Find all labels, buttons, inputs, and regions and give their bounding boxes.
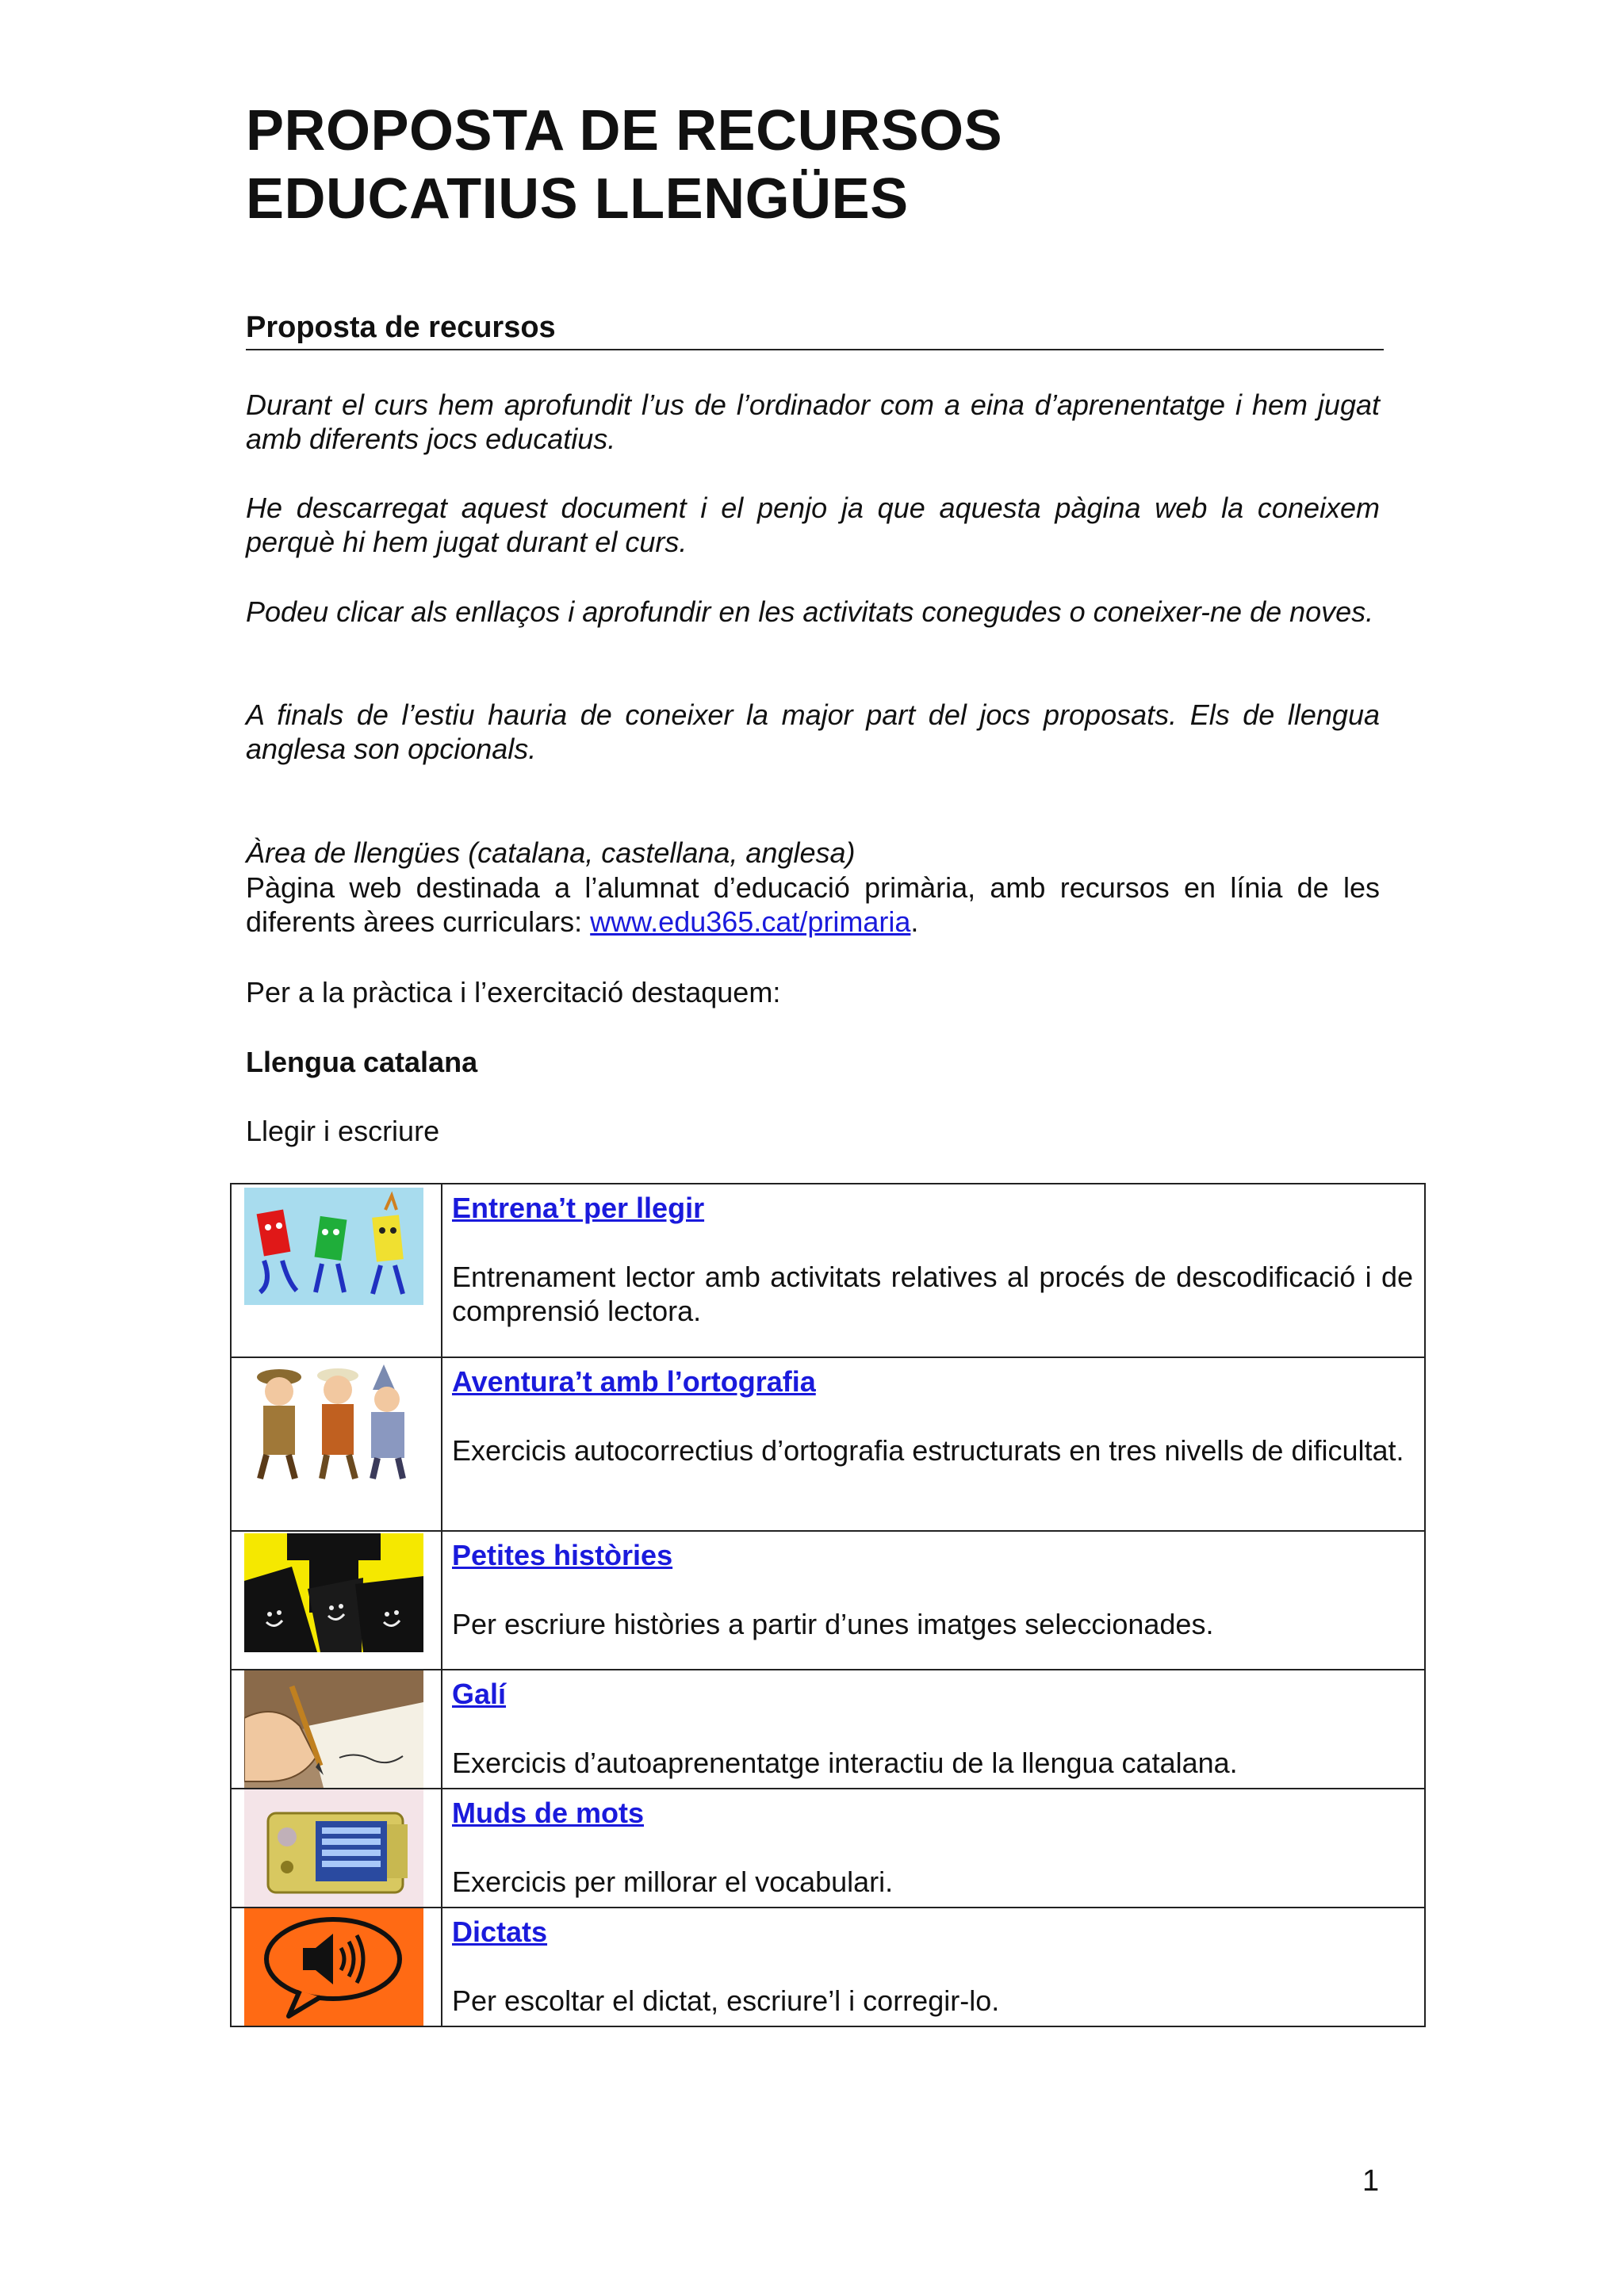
title-line-2: EDUCATIUS LLENGÜES bbox=[246, 167, 909, 231]
resource-link-petites-histories[interactable]: Petites històries bbox=[452, 1539, 673, 1571]
area-description-end: . bbox=[910, 905, 919, 938]
title-line-1: PROPOSTA DE RECURSOS bbox=[246, 99, 1003, 163]
reading-characters-icon bbox=[244, 1188, 423, 1305]
resource-link-entrenat-per-llegir[interactable]: Entrena’t per llegir bbox=[452, 1192, 705, 1224]
resource-description: Exercicis autocorrectius d’ortografia estructurats en tres nivells de dificultat. bbox=[452, 1434, 1404, 1467]
intro-paragraph-4: A finals de l’estiu hauria de coneixer la major part del jocs proposats. Els de llengua anglesa son opcionals. bbox=[246, 698, 1380, 765]
table-row bbox=[231, 1670, 1425, 1789]
resource-image-cell bbox=[231, 1789, 442, 1908]
resource-link-gali[interactable]: Galí bbox=[452, 1678, 507, 1710]
vocabulary-machine-icon bbox=[244, 1789, 423, 1907]
writing-hand-icon bbox=[244, 1670, 423, 1788]
resource-description: Exercicis d’autoaprenentatge interactiu de la llengua catalana. bbox=[452, 1747, 1238, 1779]
subsection-heading: Llegir i escriure bbox=[246, 1115, 440, 1147]
table-row bbox=[231, 1789, 1425, 1908]
detectives-icon bbox=[244, 1358, 423, 1485]
intro-paragraph-3: Podeu clicar als enllaços i aprofundir en les activitats conegudes o coneixer-ne de noves. bbox=[246, 595, 1374, 628]
resource-image-cell bbox=[231, 1531, 442, 1670]
page-number: 1 bbox=[1362, 2164, 1380, 2198]
section-heading: Proposta de recursos bbox=[246, 309, 1384, 350]
resource-description: Per escriure històries a partir d’unes imatges seleccionades. bbox=[452, 1608, 1214, 1640]
table-row bbox=[231, 1908, 1425, 2026]
resource-image-cell bbox=[231, 1670, 442, 1789]
resource-description: Entrenament lector amb activitats relatives al procés de descodificació i de comprensió lectora. bbox=[452, 1261, 1413, 1327]
resource-text-cell bbox=[442, 1789, 1425, 1908]
edu365-link[interactable]: www.edu365.cat/primaria bbox=[590, 905, 911, 938]
resource-link-dictats[interactable]: Dictats bbox=[452, 1915, 548, 1948]
table-row bbox=[231, 1531, 1425, 1670]
area-title: Àrea de llengües (catalana, castellana, anglesa) bbox=[246, 836, 856, 869]
resource-image-cell bbox=[231, 1184, 442, 1357]
intro-paragraph-1: Durant el curs hem aprofundit l’us de l’ordinador com a eina d’aprenentatge i hem jugat amb diferents jocs educatius. bbox=[246, 388, 1380, 455]
resource-image-cell bbox=[231, 1908, 442, 2026]
resource-text-cell bbox=[442, 1531, 1425, 1670]
table-row bbox=[231, 1357, 1425, 1531]
resource-link-aventurat-amb-lortografia[interactable]: Aventura’t amb l’ortografia bbox=[452, 1365, 816, 1398]
resource-description: Exercicis per millorar el vocabulari. bbox=[452, 1866, 894, 1898]
subject-heading: Llengua catalana bbox=[246, 1046, 478, 1078]
smiling-cards-icon bbox=[244, 1533, 423, 1652]
resources-table bbox=[230, 1183, 1426, 2027]
resource-image-cell bbox=[231, 1357, 442, 1531]
resource-text-cell bbox=[442, 1184, 1425, 1357]
resource-description: Per escoltar el dictat, escriure’l i corregir-lo. bbox=[452, 1984, 1000, 2017]
intro-paragraph-2: He descarregat aquest document i el penjo ja que aquesta pàgina web la coneixem perquè hi hem jugat durant el curs. bbox=[246, 492, 1380, 558]
document-title bbox=[246, 97, 1435, 233]
resource-link-muds-de-mots[interactable]: Muds de mots bbox=[452, 1797, 645, 1829]
practice-intro: Per a la pràctica i l’exercitació destaquem: bbox=[246, 976, 781, 1008]
speaker-bubble-icon bbox=[244, 1908, 423, 2026]
resource-text-cell bbox=[442, 1908, 1425, 2026]
table-row bbox=[231, 1184, 1425, 1357]
area-description-text: Pàgina web destinada a l’alumnat d’educació primària, amb recursos en línia de les diferents àrees curriculars: bbox=[246, 871, 1380, 938]
resource-text-cell bbox=[442, 1357, 1425, 1531]
area-description bbox=[246, 871, 1380, 939]
resource-text-cell bbox=[442, 1670, 1425, 1789]
